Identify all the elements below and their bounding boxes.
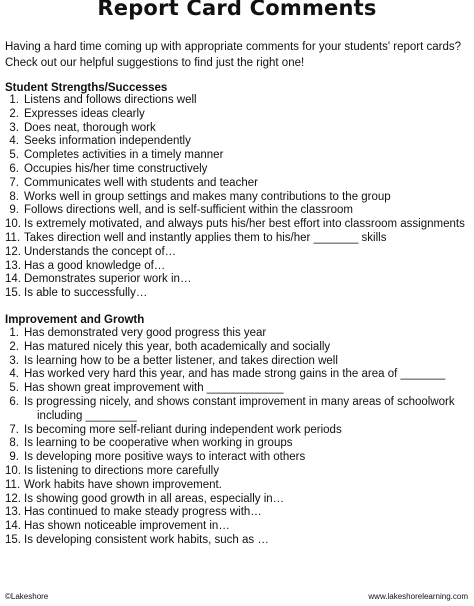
intro-paragraph: Having a hard time coming up with appropriate comments for your students' report cards? Check out our helpful suggestions to find just the right one!	[5, 41, 462, 69]
list-item	[5, 273, 471, 287]
item-number: 13.	[5, 259, 21, 272]
footer-copyright: ©Lakeshore	[5, 592, 49, 601]
item-text: Occupies his/her time constructively	[24, 162, 208, 175]
item-text: Work habits have shown improvement.	[24, 478, 222, 491]
item-text: Is developing consistent work habits, such as …	[24, 533, 269, 546]
item-text: Has matured nicely this year, both academically and socially	[24, 340, 331, 353]
item-text: Is extremely motivated, and always puts his/her best effort into classroom assignments	[24, 218, 465, 231]
list-item	[5, 232, 471, 246]
list-item	[5, 479, 471, 493]
item-number: 10.	[5, 464, 21, 477]
list-item	[5, 451, 471, 465]
item-text: Is becoming more self-reliant during independent work periods	[24, 423, 342, 436]
item-number: 3.	[9, 354, 19, 367]
item-text: Has continued to make steady progress with…	[24, 506, 262, 519]
list-item	[5, 135, 471, 149]
item-number: 6.	[9, 162, 19, 175]
item-number: 11.	[5, 231, 21, 244]
item-number: 2.	[9, 107, 19, 120]
item-text: Has demonstrated very good progress this year	[24, 327, 267, 339]
list-item	[5, 424, 471, 438]
item-text: Listens and follows directions well	[24, 94, 197, 106]
list-item	[5, 260, 471, 274]
item-text: Has shown noticeable improvement in…	[24, 520, 230, 533]
list-item	[5, 506, 471, 520]
list-item	[5, 493, 471, 507]
item-text: Is progressing nicely, and shows constant improvement in many areas of schoolwork	[24, 395, 455, 408]
list-item	[5, 465, 471, 479]
item-text: Has worked very hard this year, and has made strong gains in the area of _______	[24, 368, 446, 381]
item-text: Understands the concept of…	[24, 245, 177, 258]
item-number: 15.	[5, 287, 21, 300]
item-number: 11.	[5, 478, 21, 491]
item-text: Is learning to be cooperative when working in groups	[24, 437, 293, 450]
page-title: Report Card Comments	[97, 0, 377, 20]
item-text: Has shown great improvement with ____________	[24, 382, 284, 395]
item-text: Does neat, thorough work	[24, 121, 156, 134]
item-text: Demonstrates superior work in…	[24, 273, 192, 286]
list-item	[5, 177, 471, 191]
list-item	[5, 246, 471, 260]
section-heading-improvement: Improvement and Growth	[5, 314, 145, 326]
list-item	[5, 368, 471, 382]
list-item	[5, 204, 471, 218]
item-number: 10.	[5, 218, 21, 231]
item-number: 14.	[5, 273, 21, 286]
list-item	[5, 94, 471, 108]
item-number: 7.	[9, 176, 19, 189]
list-item	[5, 287, 471, 301]
item-number: 8.	[9, 437, 19, 450]
item-number: 8.	[9, 190, 19, 203]
strengths-list	[5, 94, 471, 301]
list-item	[5, 108, 471, 122]
item-number: 14.	[5, 520, 21, 533]
list-item	[5, 355, 471, 369]
item-text: Has a good knowledge of…	[24, 259, 166, 272]
list-item	[5, 534, 471, 548]
item-text: Is showing good growth in all areas, especially in…	[24, 492, 285, 505]
item-number: 15.	[5, 533, 21, 546]
item-number: 3.	[9, 121, 19, 134]
item-text-continuation: including ________	[37, 409, 137, 422]
list-item	[5, 341, 471, 355]
item-number: 5.	[9, 382, 19, 395]
item-number: 1.	[9, 327, 19, 339]
item-number: 5.	[9, 149, 19, 162]
item-text: Is developing more positive ways to interact with others	[24, 451, 306, 464]
item-text: Is learning how to be a better listener, and takes direction well	[24, 354, 338, 367]
item-text: Completes activities in a timely manner	[24, 149, 224, 162]
item-text: Works well in group settings and makes many contributions to the group	[24, 190, 391, 203]
item-number: 2.	[9, 340, 19, 353]
item-text: Is able to successfully…	[24, 287, 148, 300]
item-text: Takes direction well and instantly applies them to his/her _______ skills	[24, 231, 387, 244]
item-number: 1.	[9, 94, 19, 106]
list-item	[5, 163, 471, 177]
list-item	[5, 149, 471, 163]
list-item	[5, 520, 471, 534]
list-item	[5, 191, 471, 205]
list-item	[5, 218, 471, 232]
item-text: Seeks information independently	[24, 135, 191, 148]
item-text: Is listening to directions more carefully	[24, 464, 219, 477]
item-number: 7.	[9, 423, 19, 436]
item-number: 4.	[9, 135, 19, 148]
item-text: Expresses ideas clearly	[24, 107, 145, 120]
list-item	[5, 437, 471, 451]
item-number: 12.	[5, 245, 21, 258]
item-number: 6.	[9, 395, 19, 408]
list-item	[5, 327, 471, 341]
list-item	[5, 396, 471, 424]
footer-website: www.lakeshorelearning.com	[368, 592, 468, 601]
item-text: Communicates well with students and teacher	[24, 176, 258, 189]
list-item	[5, 382, 471, 396]
list-item	[5, 122, 471, 136]
item-number: 9.	[9, 204, 19, 217]
item-number: 4.	[9, 368, 19, 381]
item-number: 9.	[9, 451, 19, 464]
item-number: 13.	[5, 506, 21, 519]
item-text: Follows directions well, and is self-sufficient within the classroom	[24, 204, 353, 217]
item-number: 12.	[5, 492, 21, 505]
section-heading-strengths: Student Strengths/Successes	[5, 82, 168, 94]
improvement-list	[5, 327, 471, 548]
